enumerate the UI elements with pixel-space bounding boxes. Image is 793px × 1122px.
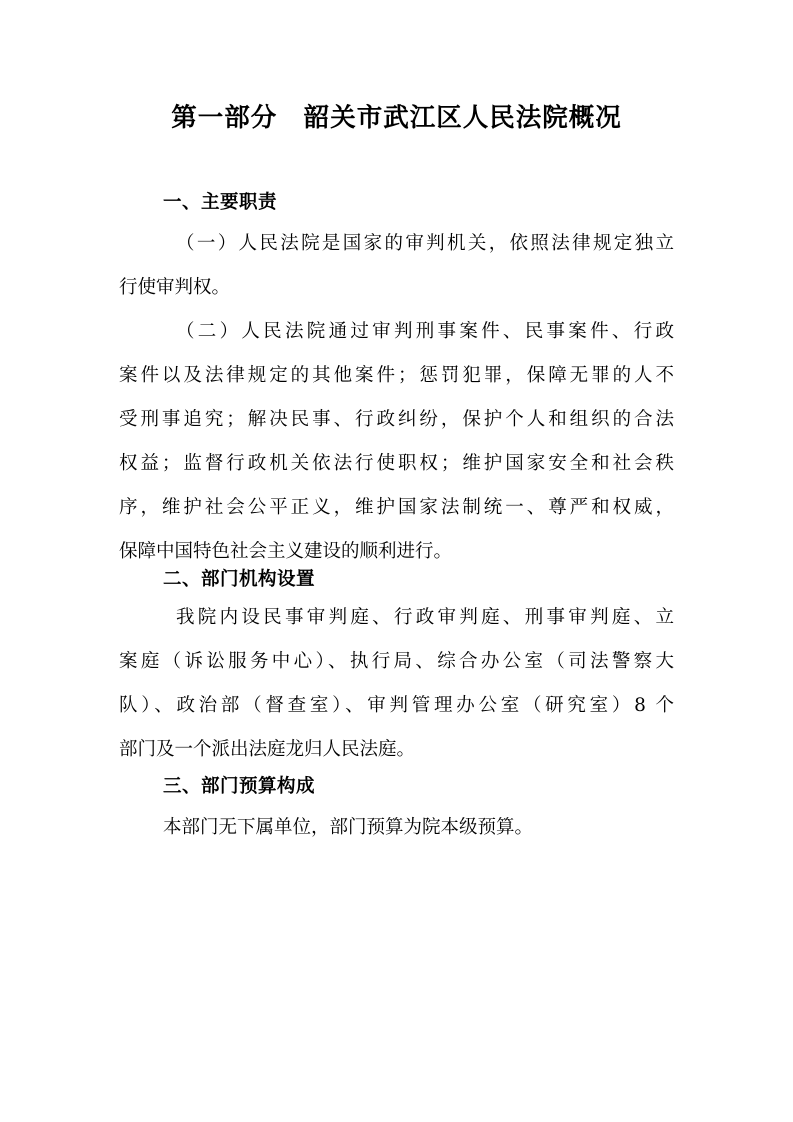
paragraph-line: 案件以及法律规定的其他案件；惩罚犯罪，保障无罪的人不 — [119, 365, 674, 386]
paragraph-line: 行使审判权。 — [119, 277, 231, 298]
page-title: 第一部分 韶关市武江区人民法院概况 — [171, 103, 622, 133]
paragraph-line: 序，维护社会公平正义，维护国家法制统一、尊严和权威， — [119, 497, 674, 518]
paragraph-line: 部门及一个派出法庭龙归人民法庭。 — [119, 739, 416, 760]
paragraph-line: （二）人民法院通过审判刑事案件、民事案件、行政 — [176, 321, 674, 342]
section-heading-duties: 一、主要职责 — [163, 192, 278, 213]
paragraph-line: 队）、政治部（督查室）、审判管理办公室（研究室）8 个 — [119, 695, 674, 716]
paragraph-line: 权益；监督行政机关依法行使职权；维护国家安全和社会秩 — [119, 453, 674, 474]
paragraph-line: 受刑事追究；解决民事、行政纠纷，保护个人和组织的合法 — [119, 409, 674, 430]
paragraph-line: 我院内设民事审判庭、行政审判庭、刑事审判庭、立 — [176, 607, 674, 628]
paragraph-line: 保障中国特色社会主义建设的顺利进行。 — [119, 541, 453, 562]
paragraph-line: 本部门无下属单位，部门预算为院本级预算。 — [163, 817, 534, 838]
paragraph-line: （一）人民法院是国家的审判机关，依照法律规定独立 — [176, 233, 674, 254]
section-heading-budget: 三、部门预算构成 — [163, 776, 316, 797]
paragraph-line: 案庭（诉讼服务中心）、执行局、综合办公室（司法警察大 — [119, 651, 674, 672]
section-heading-structure: 二、部门机构设置 — [163, 569, 316, 590]
